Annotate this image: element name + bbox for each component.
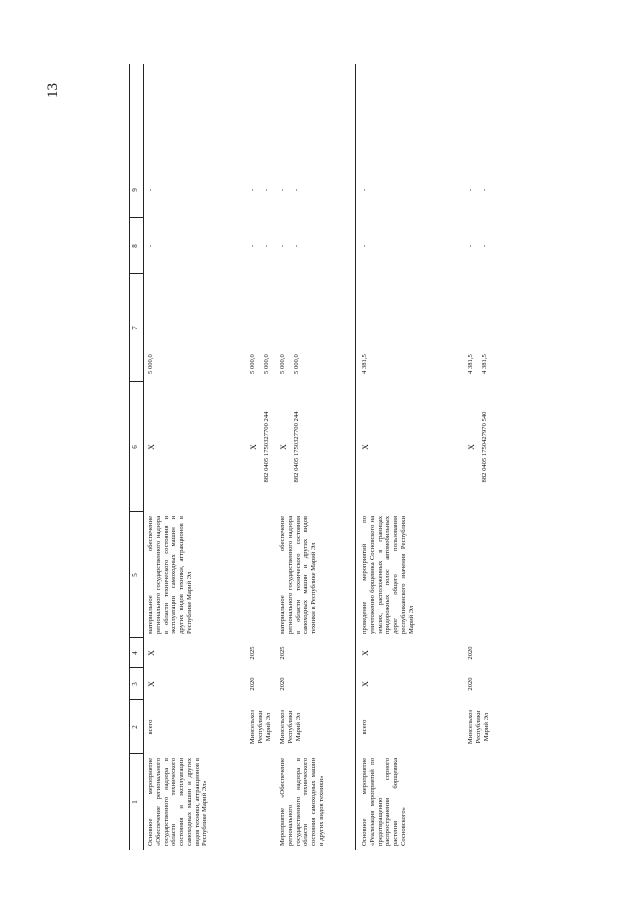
row3-col7-value-2: 5 000,0 bbox=[293, 354, 300, 374]
row4-col4-text: X bbox=[361, 650, 370, 656]
col-header-2: 2 bbox=[131, 725, 139, 729]
row5-col8-b: - bbox=[481, 244, 488, 248]
row5-col7-value-2: 4 381,5 bbox=[481, 354, 488, 374]
col-header-3: 3 bbox=[131, 682, 139, 686]
row2-col7-value-2: 5 000,0 bbox=[263, 354, 270, 374]
document-table-rotated bbox=[129, 64, 619, 850]
row1-col7-text: 5 000,0 bbox=[147, 354, 154, 374]
row2-col9-a: - bbox=[249, 188, 256, 192]
row2-col4-text: 2025 bbox=[249, 646, 256, 660]
row4-col6-text: X bbox=[361, 444, 370, 450]
row3-col9-a: - bbox=[279, 188, 286, 192]
row4-col7-text: 4 381,5 bbox=[361, 354, 368, 374]
row5-col3-text: 2020 bbox=[467, 677, 474, 691]
row5-col7-value: 4 381,5 bbox=[467, 354, 474, 374]
row3-col6-x: X bbox=[279, 444, 288, 450]
row5-col8-a: - bbox=[467, 244, 474, 248]
row2-col9-b: - bbox=[263, 188, 270, 192]
row5-col6-x: X bbox=[467, 444, 476, 450]
row1-col8-text: - bbox=[147, 244, 154, 248]
row5-col9-b: - bbox=[481, 188, 488, 192]
col-header-7: 7 bbox=[131, 326, 139, 330]
row4-col1-text: Основное мероприятие «Реализация мероприятий по предотвращению распространения сорного растения борщевика Сосновского» bbox=[361, 758, 407, 846]
row5-col9-a: - bbox=[467, 188, 474, 192]
row1-col6-text: X bbox=[147, 444, 156, 450]
col-header-5: 5 bbox=[131, 573, 139, 577]
col-header-8: 8 bbox=[131, 244, 139, 248]
row4-col3-text: X bbox=[361, 681, 370, 687]
section-divider-rule bbox=[355, 64, 356, 850]
row5-col2-text: Минсельхоз Республики Марий Эл bbox=[467, 709, 490, 745]
row3-col9-b: - bbox=[293, 188, 300, 192]
col-header-6: 6 bbox=[131, 445, 139, 449]
row2-col8-a: - bbox=[249, 244, 256, 248]
col-header-4: 4 bbox=[131, 651, 139, 655]
row1-col1-text: Основное мероприятие «Обеспечение регионального государственного надзора в области технического состояния и эксплуатации самоходных машин и других видов техники, аттракционов в Республике Марий Эл» bbox=[147, 758, 209, 846]
row2-col3-text: 2020 bbox=[249, 677, 256, 691]
row2-col7-value: 5 000,0 bbox=[249, 354, 256, 374]
row2-col6-x: X bbox=[249, 444, 258, 450]
row3-col4-text: 2025 bbox=[279, 646, 286, 660]
header-bottom-rule bbox=[143, 64, 144, 850]
row3-col5-text: материальное обеспечение регионального государственного надзора в области технического состояния самоходных машин и других видов техники в Республике Марий Эл bbox=[279, 516, 318, 634]
row3-col2-text: Минсельхоз Республики Марий Эл bbox=[279, 709, 302, 745]
row2-col6-code: 882 0405 1750327700 244 bbox=[263, 411, 270, 483]
row3-col7-value: 5 000,0 bbox=[279, 354, 286, 374]
row5-col6-code: 882 0405 1750427970 540 bbox=[481, 411, 488, 483]
row3-col3-text: 2020 bbox=[279, 677, 286, 691]
program-table bbox=[129, 64, 619, 850]
row1-col4-text: X bbox=[147, 650, 156, 656]
row1-col5-text: материальное обеспечение регионального государственного надзора в области технического состояния и эксплуатации самоходных машин и других видов техники, аттракционов в Республике Марий Эл bbox=[147, 516, 193, 634]
col-header-9: 9 bbox=[131, 188, 139, 192]
row3-col6-code: 882 0405 1750327700 244 bbox=[293, 411, 300, 483]
row2-col8-b: - bbox=[263, 244, 270, 248]
row1-col2-text: всего bbox=[147, 719, 154, 735]
row5-col4-text: 2020 bbox=[467, 646, 474, 660]
row4-col2-text: всего bbox=[361, 719, 368, 735]
row4-col8-text: - bbox=[361, 244, 368, 248]
row2-col2-text: Минсельхоз Республики Марий Эл bbox=[249, 709, 272, 745]
row4-col9-text: - bbox=[361, 188, 368, 192]
row1-col3-text: X bbox=[147, 681, 156, 687]
row1-col9-text: - bbox=[147, 188, 154, 192]
row3-col1-text: Мероприятие «Обеспечение регионального государственного надзора в области технического состояния самоходных машин и других видов техники» bbox=[279, 758, 325, 846]
row3-col8-a: - bbox=[279, 244, 286, 248]
page-number: 13 bbox=[45, 83, 61, 98]
col-header-1: 1 bbox=[131, 800, 139, 804]
row4-col5-text: проведение мероприятий по уничтожению борщевика Сосновского на землях, расположенных в границах придорожных полос автомобильных дорог общего пользования республиканского значения Республики Марий Эл bbox=[361, 516, 415, 634]
row3-col8-b: - bbox=[293, 244, 300, 248]
table-top-rule bbox=[129, 64, 130, 850]
